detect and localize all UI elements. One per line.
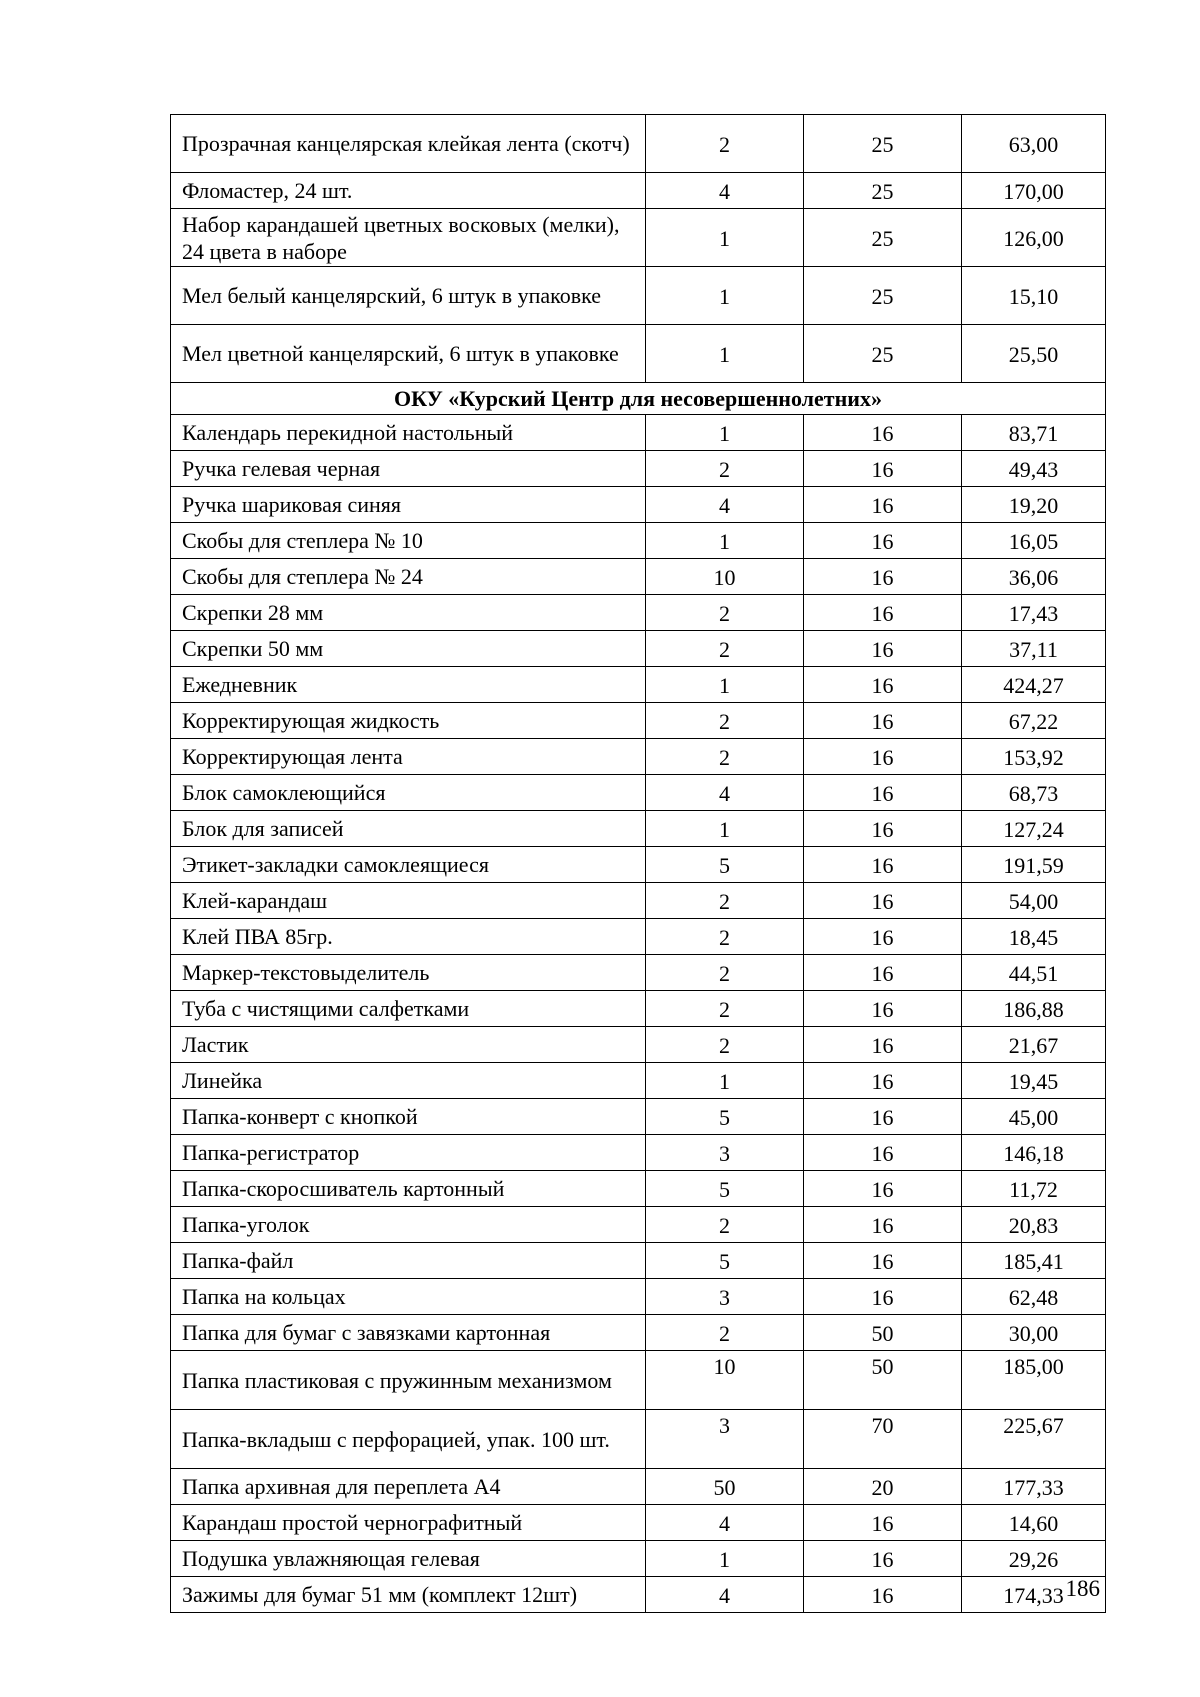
price-cell: 37,11 <box>962 631 1106 667</box>
quantity-cell: 2 <box>646 883 804 919</box>
norm-cell: 16 <box>804 559 962 595</box>
quantity-cell: 2 <box>646 739 804 775</box>
norm-cell: 16 <box>804 1505 962 1541</box>
table-row <box>171 1207 1106 1243</box>
item-name-cell: Календарь перекидной настольный <box>171 415 646 451</box>
quantity-cell: 2 <box>646 955 804 991</box>
item-name-cell: Скрепки 28 мм <box>171 595 646 631</box>
table-row <box>171 451 1106 487</box>
norm-cell: 16 <box>804 487 962 523</box>
price-cell: 153,92 <box>962 739 1106 775</box>
norm-cell: 25 <box>804 325 962 383</box>
item-name-cell: Скобы для степлера № 24 <box>171 559 646 595</box>
quantity-cell: 2 <box>646 451 804 487</box>
item-name-cell: Ежедневник <box>171 667 646 703</box>
section-header-row <box>171 383 1106 415</box>
item-name-cell: Зажимы для бумаг 51 мм (комплект 12шт) <box>171 1577 646 1613</box>
price-cell: 17,43 <box>962 595 1106 631</box>
item-name-cell: Папка архивная для переплета А4 <box>171 1469 646 1505</box>
price-cell: 177,33 <box>962 1469 1106 1505</box>
quantity-cell: 2 <box>646 1027 804 1063</box>
table-row <box>171 775 1106 811</box>
quantity-cell: 3 <box>646 1279 804 1315</box>
norm-cell: 16 <box>804 1207 962 1243</box>
table-row <box>171 1315 1106 1351</box>
table-row <box>171 703 1106 739</box>
price-cell: 67,22 <box>962 703 1106 739</box>
price-cell: 83,71 <box>962 415 1106 451</box>
norm-cell: 16 <box>804 523 962 559</box>
item-name-cell: Блок для записей <box>171 811 646 847</box>
price-cell: 62,48 <box>962 1279 1106 1315</box>
norm-cell: 16 <box>804 1243 962 1279</box>
norm-cell: 16 <box>804 703 962 739</box>
norm-cell: 16 <box>804 1135 962 1171</box>
item-name-cell: Подушка увлажняющая гелевая <box>171 1541 646 1577</box>
table-row <box>171 523 1106 559</box>
table-row <box>171 991 1106 1027</box>
table-row <box>171 209 1106 267</box>
table-row <box>171 811 1106 847</box>
price-cell: 25,50 <box>962 325 1106 383</box>
norm-cell: 50 <box>804 1351 962 1410</box>
table-row <box>171 559 1106 595</box>
quantity-cell: 2 <box>646 595 804 631</box>
quantity-cell: 4 <box>646 775 804 811</box>
norm-cell: 16 <box>804 595 962 631</box>
price-cell: 54,00 <box>962 883 1106 919</box>
item-name-cell: Корректирующая лента <box>171 739 646 775</box>
norm-cell: 16 <box>804 1541 962 1577</box>
quantity-cell: 3 <box>646 1135 804 1171</box>
norm-cell: 25 <box>804 209 962 267</box>
norm-cell: 16 <box>804 451 962 487</box>
quantity-cell: 2 <box>646 991 804 1027</box>
price-cell: 174,33 <box>962 1577 1106 1613</box>
table-row <box>171 1099 1106 1135</box>
quantity-cell: 2 <box>646 631 804 667</box>
norm-cell: 16 <box>804 991 962 1027</box>
norm-cell: 70 <box>804 1410 962 1469</box>
price-cell: 44,51 <box>962 955 1106 991</box>
item-name-cell: Папка-конверт с кнопкой <box>171 1099 646 1135</box>
norm-cell: 16 <box>804 955 962 991</box>
norm-cell: 20 <box>804 1469 962 1505</box>
table-body-after-section <box>171 415 1106 1613</box>
norm-cell: 16 <box>804 1279 962 1315</box>
price-cell: 36,06 <box>962 559 1106 595</box>
price-cell: 68,73 <box>962 775 1106 811</box>
item-name-cell: Карандаш простой чернографитный <box>171 1505 646 1541</box>
item-name-cell: Туба с чистящими салфетками <box>171 991 646 1027</box>
price-cell: 21,67 <box>962 1027 1106 1063</box>
item-name-cell: Линейка <box>171 1063 646 1099</box>
quantity-cell: 5 <box>646 847 804 883</box>
norm-cell: 16 <box>804 883 962 919</box>
table-row <box>171 1505 1106 1541</box>
price-cell: 16,05 <box>962 523 1106 559</box>
item-name-cell: Папка на кольцах <box>171 1279 646 1315</box>
table-row <box>171 631 1106 667</box>
item-name-cell: Маркер-текстовыделитель <box>171 955 646 991</box>
table-row <box>171 667 1106 703</box>
item-name-cell: Папка-уголок <box>171 1207 646 1243</box>
item-name-cell: Клей-карандаш <box>171 883 646 919</box>
norm-cell: 16 <box>804 811 962 847</box>
norm-cell: 16 <box>804 1171 962 1207</box>
quantity-cell: 1 <box>646 667 804 703</box>
supplies-table <box>170 114 1106 1613</box>
price-cell: 185,41 <box>962 1243 1106 1279</box>
quantity-cell: 1 <box>646 523 804 559</box>
norm-cell: 16 <box>804 739 962 775</box>
table-row <box>171 1063 1106 1099</box>
quantity-cell: 4 <box>646 487 804 523</box>
item-name-cell: Ручка гелевая черная <box>171 451 646 487</box>
norm-cell: 16 <box>804 847 962 883</box>
item-name-cell: Мел белый канцелярский, 6 штук в упаковке <box>171 267 646 325</box>
section-title: ОКУ «Курский Центр для несовершеннолетних» <box>171 383 1106 415</box>
table-row <box>171 1410 1106 1469</box>
price-cell: 15,10 <box>962 267 1106 325</box>
price-cell: 126,00 <box>962 209 1106 267</box>
price-cell: 30,00 <box>962 1315 1106 1351</box>
price-cell: 191,59 <box>962 847 1106 883</box>
norm-cell: 50 <box>804 1315 962 1351</box>
item-name-cell: Папка пластиковая с пружинным механизмом <box>171 1351 646 1410</box>
table-row <box>171 1171 1106 1207</box>
quantity-cell: 2 <box>646 919 804 955</box>
table-row <box>171 739 1106 775</box>
quantity-cell: 2 <box>646 115 804 173</box>
norm-cell: 16 <box>804 415 962 451</box>
quantity-cell: 1 <box>646 1063 804 1099</box>
quantity-cell: 5 <box>646 1171 804 1207</box>
quantity-cell: 4 <box>646 1577 804 1613</box>
table-row <box>171 1351 1106 1410</box>
price-cell: 63,00 <box>962 115 1106 173</box>
norm-cell: 25 <box>804 267 962 325</box>
item-name-cell: Ластик <box>171 1027 646 1063</box>
item-name-cell: Скобы для степлера № 10 <box>171 523 646 559</box>
norm-cell: 16 <box>804 631 962 667</box>
table-row <box>171 847 1106 883</box>
norm-cell: 16 <box>804 1577 962 1613</box>
quantity-cell: 1 <box>646 267 804 325</box>
item-name-cell: Папка-вкладыш с перфорацией, упак. 100 шт. <box>171 1410 646 1469</box>
price-cell: 20,83 <box>962 1207 1106 1243</box>
quantity-cell: 1 <box>646 325 804 383</box>
price-cell: 424,27 <box>962 667 1106 703</box>
quantity-cell: 2 <box>646 1315 804 1351</box>
item-name-cell: Папка-файл <box>171 1243 646 1279</box>
price-cell: 225,67 <box>962 1410 1106 1469</box>
norm-cell: 16 <box>804 1063 962 1099</box>
item-name-cell: Ручка шариковая синяя <box>171 487 646 523</box>
quantity-cell: 1 <box>646 209 804 267</box>
quantity-cell: 1 <box>646 1541 804 1577</box>
price-cell: 11,72 <box>962 1171 1106 1207</box>
quantity-cell: 3 <box>646 1410 804 1469</box>
norm-cell: 25 <box>804 115 962 173</box>
norm-cell: 16 <box>804 775 962 811</box>
price-cell: 146,18 <box>962 1135 1106 1171</box>
item-name-cell: Папка-скоросшиватель картонный <box>171 1171 646 1207</box>
table-row <box>171 1469 1106 1505</box>
table-body-before-section <box>171 115 1106 383</box>
table-row <box>171 487 1106 523</box>
table-row <box>171 325 1106 383</box>
quantity-cell: 4 <box>646 173 804 209</box>
price-cell: 29,26 <box>962 1541 1106 1577</box>
price-cell: 19,45 <box>962 1063 1106 1099</box>
price-cell: 186,88 <box>962 991 1106 1027</box>
price-cell: 19,20 <box>962 487 1106 523</box>
quantity-cell: 1 <box>646 415 804 451</box>
price-cell: 14,60 <box>962 1505 1106 1541</box>
item-name-cell: Папка-регистратор <box>171 1135 646 1171</box>
norm-cell: 16 <box>804 1027 962 1063</box>
table-row <box>171 415 1106 451</box>
item-name-cell: Фломастер, 24 шт. <box>171 173 646 209</box>
table-row <box>171 883 1106 919</box>
table-row <box>171 1577 1106 1613</box>
item-name-cell: Блок самоклеющийся <box>171 775 646 811</box>
table-row <box>171 173 1106 209</box>
price-cell: 127,24 <box>962 811 1106 847</box>
item-name-cell: Мел цветной канцелярский, 6 штук в упаковке <box>171 325 646 383</box>
norm-cell: 16 <box>804 919 962 955</box>
table-row <box>171 955 1106 991</box>
quantity-cell: 50 <box>646 1469 804 1505</box>
norm-cell: 16 <box>804 1099 962 1135</box>
table-row <box>171 595 1106 631</box>
table-row <box>171 1541 1106 1577</box>
quantity-cell: 4 <box>646 1505 804 1541</box>
item-name-cell: Этикет-закладки самоклеящиеся <box>171 847 646 883</box>
norm-cell: 16 <box>804 667 962 703</box>
table-row <box>171 115 1106 173</box>
quantity-cell: 5 <box>646 1243 804 1279</box>
quantity-cell: 10 <box>646 559 804 595</box>
quantity-cell: 2 <box>646 703 804 739</box>
table-row <box>171 1243 1106 1279</box>
quantity-cell: 10 <box>646 1351 804 1410</box>
quantity-cell: 1 <box>646 811 804 847</box>
item-name-cell: Скрепки 50 мм <box>171 631 646 667</box>
item-name-cell: Папка для бумаг с завязками картонная <box>171 1315 646 1351</box>
item-name-cell: Клей ПВА 85гр. <box>171 919 646 955</box>
price-cell: 170,00 <box>962 173 1106 209</box>
table-row <box>171 267 1106 325</box>
price-cell: 18,45 <box>962 919 1106 955</box>
page-number: 186 <box>1065 1576 1100 1601</box>
price-cell: 45,00 <box>962 1099 1106 1135</box>
table-section-header-group <box>171 383 1106 415</box>
table-row <box>171 1135 1106 1171</box>
norm-cell: 25 <box>804 173 962 209</box>
item-name-cell: Корректирующая жидкость <box>171 703 646 739</box>
quantity-cell: 2 <box>646 1207 804 1243</box>
price-cell: 49,43 <box>962 451 1106 487</box>
table-row <box>171 1279 1106 1315</box>
item-name-cell: Прозрачная канцелярская клейкая лента (скотч) <box>171 115 646 173</box>
table-row <box>171 1027 1106 1063</box>
table-row <box>171 919 1106 955</box>
price-cell: 185,00 <box>962 1351 1106 1410</box>
quantity-cell: 5 <box>646 1099 804 1135</box>
item-name-cell: Набор карандашей цветных восковых (мелки), 24 цвета в наборе <box>171 209 646 267</box>
